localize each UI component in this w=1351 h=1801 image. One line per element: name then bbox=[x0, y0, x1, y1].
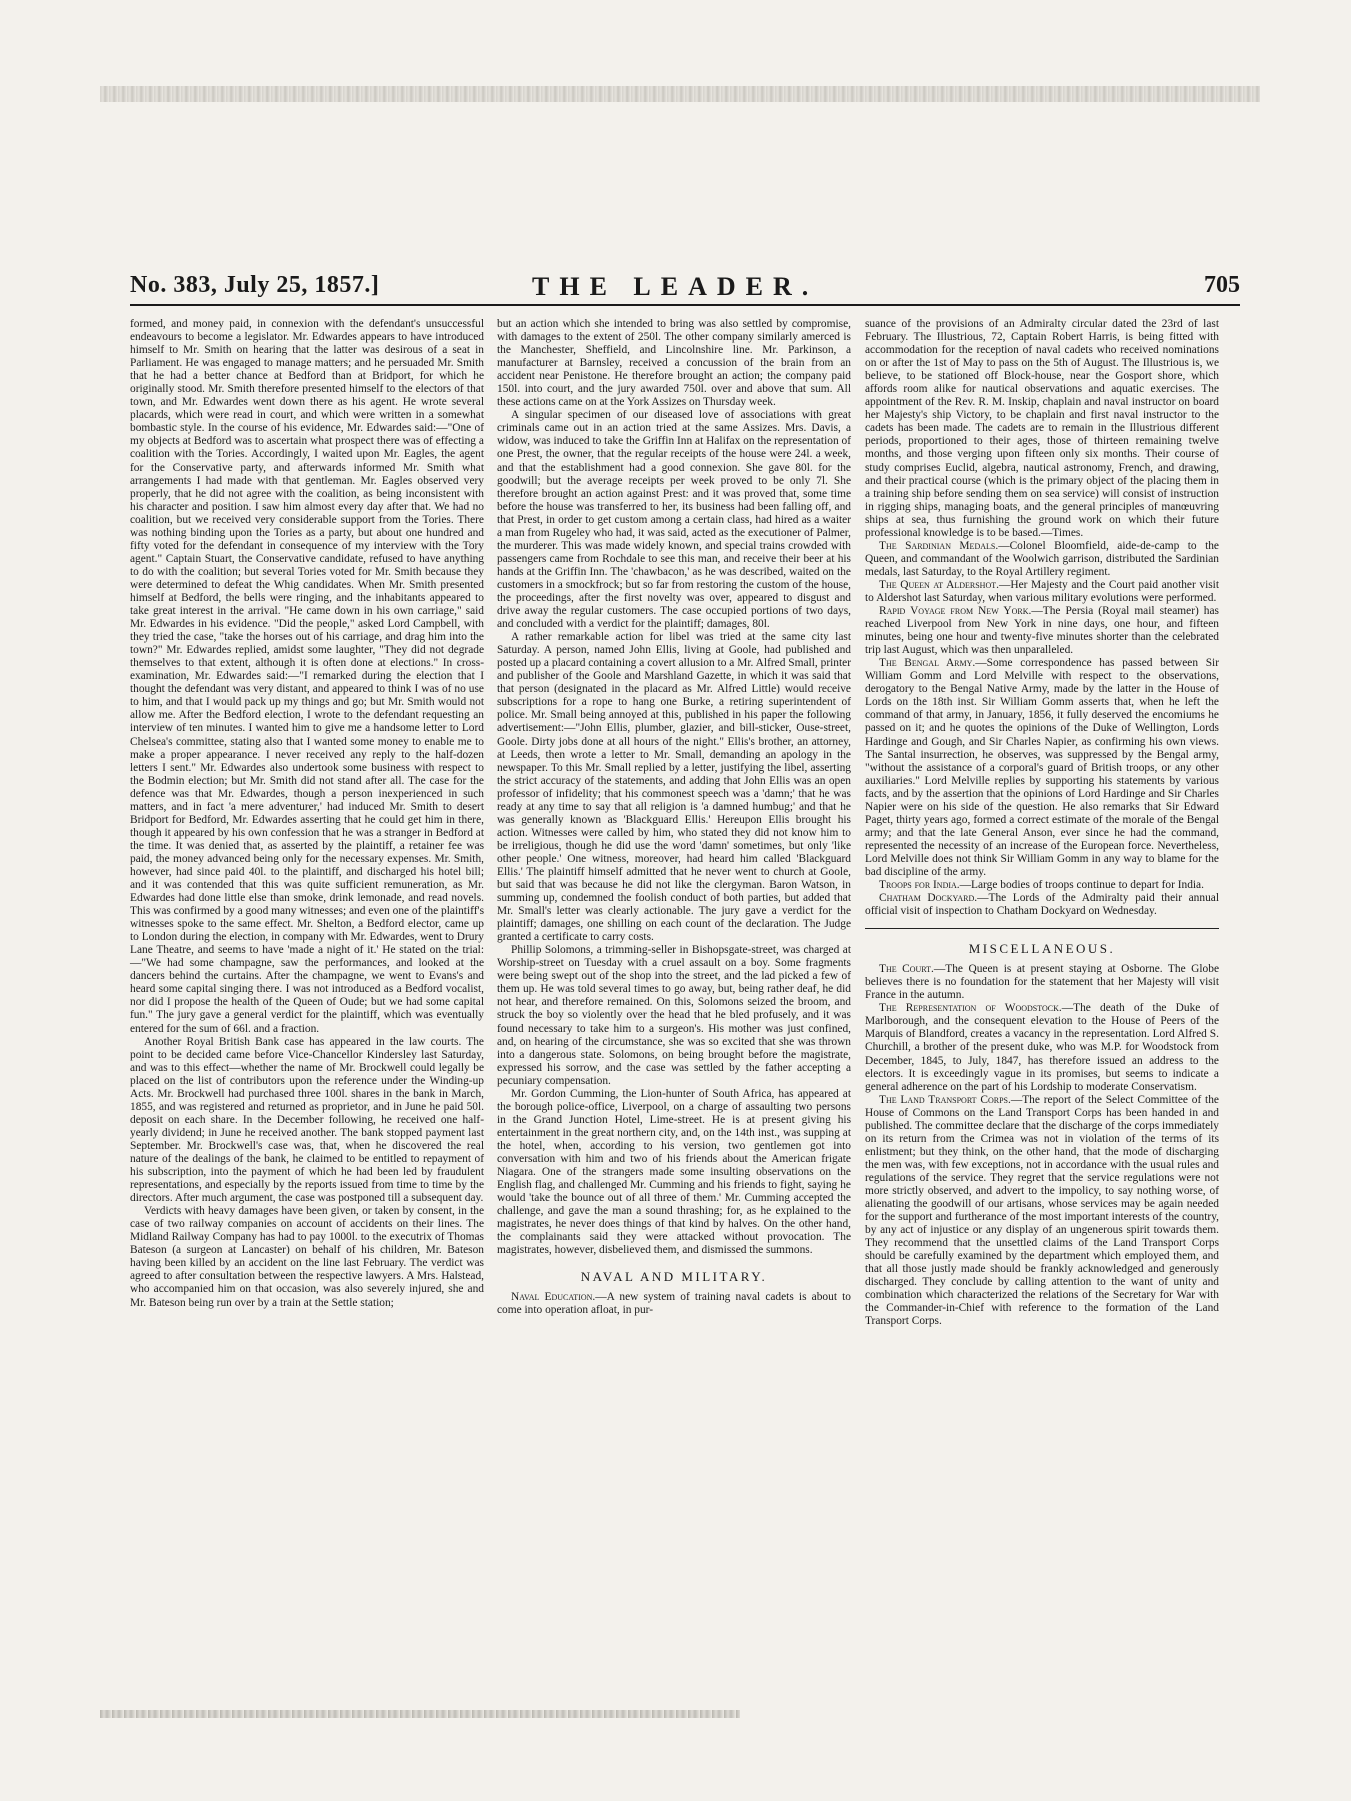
item-text: —Large bodies of troops continue to depart for India. bbox=[959, 879, 1204, 892]
item-text: —Her Majesty and the Court paid another visit to Aldershot last Saturday, when various military evolutions were performed. bbox=[865, 578, 1220, 604]
paragraph: Another Royal British Bank case has appeared in the law courts. The point to be decided came before Vice-Chancellor Kindersley last Saturday, and was to this effect—whether the name of Mr. Brockwell could legally be placed on the list of contributors upon the reference under the Winding-up Acts. Mr. Brockwell had purchased three 100l. shares in the bank in March, 1855, and was registered and returned as proprietor, and in June he paid 50l. deposit on each share. In the December following, he received one half-yearly dividend; in June he received another. The bank stopped payment last September. Mr. Brockwell's case was, that, when he discovered the real nature of the dealings of the bank, he claimed to be entitled to repayment of his subscription, into the payment of which he had been led by fraudulent representations, and especially by the reports issued from time to time by the directors. After much argument, the case was postponed till a subsequent day. bbox=[130, 1035, 484, 1205]
item-text: —The Queen is at present staying at Osborne. The Globe believes there is no foundation for the statement that her Majesty will visit France in the autumn. bbox=[865, 963, 1219, 1002]
page-number: 705 bbox=[1204, 272, 1240, 298]
item-title: The Representation of Woodstock. bbox=[879, 1002, 1062, 1015]
section-divider bbox=[865, 928, 1219, 929]
column-2 bbox=[497, 318, 851, 1318]
item-title: The Land Transport Corps. bbox=[879, 1093, 1011, 1106]
item-title: Naval Education. bbox=[511, 1291, 596, 1304]
paragraph: formed, and money paid, in connexion with the defendant's unsuccessful endeavours to become a legislator. Mr. Edwardes appears to have introduced himself to Mr. Smith on hearing that the latter was desirous of a seat in Parliament. He was engaged to manage matters; and he persuaded Mr. Smith that he had a better chance at Bedford than at Bridport, for which he originally stood. Mr. Smith therefore presented himself to the electors of that town, and Mr. Edwardes went down there as his agent. He wrote several placards, which were read in court, and which were written in a somewhat bombastic style. In the course of his evidence, Mr. Edwardes said:—"One of my objects at Bedford was to ascertain what prospect there was of effecting a coalition with the Tories. Accordingly, I waited upon Mr. Eagles, the agent for the Conservative party, and afterwards informed Mr. Smith what arrangements I had made with that gentleman. Mr. Eagles observed very properly, that he did not agree with the coalition, as being inconsistent with his character and position. I saw him almost every day after that. We had no coalition, but we received very considerable support from the Tories. There was nothing binding upon the Tories as a party, but about one hundred and fifty voted for the defendant in consequence of my interview with the Tory agent." Captain Stuart, the Conservative candidate, refused to have anything to do with the coalition; but several Tories voted for Mr. Smith because they were determined to defeat the Whig candidates. When Mr. Smith presented himself at Bedford, the bells were ringing, and the inhabitants appeared to take great interest in the arrival. "He came down in his own carriage," said Mr. Edwardes in his evidence. "Did the people," asked Lord Campbell, with they tried the case, "take the horses out of his carriage, and drag him into the town?" Mr. Edwardes replied, amidst some laughter, "They did not degrade themselves to that extent, although it is often done at elections." In cross-examination, Mr. Edwardes said:—"I remarked during the election that I thought the defendant was very distant, and appeared to think I was of no use to him, and that I would pack up my things and go; but Mr. Smith would not allow me. After the Bedford election, I wrote to the defendant requesting an interview of ten minutes. I wanted him to give me a handsome letter to Lord Chelsea's committee, stating also that I wanted some money to enable me to make a proper appearance. I never received any reply to the half-dozen letters I sent." Mr. Edwardes also undertook some business with respect to the Bodmin election; but Mr. Smith did not stand after all. The case for the defence was that Mr. Edwardes, though a person inexperienced in such matters, and in fact 'a mere adventurer,' had induced Mr. Smith to desert Bridport for Bedford, Mr. Edwardes asserting that he could get him in there, though it appeared by his own confession that he was a stranger in Bedford at the time. It was denied that, as asserted by the plaintiff, a retainer fee was paid, the money advanced being only for the necessary expenses. Mr. Smith, however, had since paid 40l. to the plaintiff, and discharged his hotel bill; and it was contended that this was quite sufficient remuneration, as Mr. Edwardes had done little else than smoke, drink lemonade, and read novels. This was confirmed by a good many witnesses; and even one of the plaintiff's witnesses spoke to the same effect. Mr. Shelton, a Bedford elector, came up to London during the election, in company with Mr. Edwardes, went to Drury Lane Theatre, and seems to have 'made a night of it.' He stated on the trial:—"We had some champagne, saw the performances, and looked at the dancers behind the curtains. After the champagne, we went to Evans's and heard some capital singing there. I was not introduced as a Bedford vocalist, nor did I propose the health of the Queen of Oude; but we had some capital fun." The jury gave a general verdict for the plaintiff, which was eventually entered for the sum of 66l. and a fraction. bbox=[130, 318, 484, 1035]
paragraph bbox=[497, 1291, 851, 1317]
item-text: —The Persia (Royal mail steamer) has reached Liverpool from New York in nine days, one hour, and fifteen minutes, being one hour and twenty-five minutes shorter than the celebrated trip last August, which was then unparalleled. bbox=[865, 605, 1219, 657]
paragraph bbox=[865, 579, 1219, 605]
item-text: —Colonel Bloomfield, aide-de-camp to the Queen, and commandant of the Woolwich garrison, distributed the Sardinian medals, last Saturday, to the Royal Artillery regiment. bbox=[865, 539, 1219, 578]
paragraph: suance of the provisions of an Admiralty circular dated the 23rd of last February. The Illustrious, 72, Captain Robert Harris, is being fitted with accommodation for the reception of naval cadets who received nominations on or after the 1st of May to pass on the 5th of August. The Illustrious is, we believe, to be stationed off Block-house, near the Gosport shore, which affords room alike for nautical observations and aquatic exercises. The appointment of the Rev. R. M. Inskip, chaplain and naval instructor on board her Majesty's ship Victory, to be chaplain and first naval instructor to the cadets has been made. The cadets are to remain in the Illustrious different periods, proportioned to their ages, those of thirteen remaining twelve months, and those verging upon fifteen only six months. Their course of study comprises Euclid, algebra, nautical astronomy, French, and drawing, and their practical course (which is the primary object of the placing them in a training ship before sending them on sea service) will consist of instruction in rigging ships, managing boats, and the general principles of manœuvring ships at sea, thus furnishing the ground work on which their future professional knowledge is to be based.—Times. bbox=[865, 318, 1219, 539]
item-title: Chatham Dockyard. bbox=[879, 892, 978, 905]
item-title: Troops for India. bbox=[879, 879, 960, 892]
column-3 bbox=[865, 318, 1219, 1329]
paragraph: A rather remarkable action for libel was tried at the same city last Saturday. A person, named John Ellis, living at Goole, had published and posted up a placard containing a covert allusion to a Mr. Alfred Small, printer and publisher of the Goole and Marshland Gazette, in which it was said that that person (designated in the placard as Mr. Alfred Little) would receive subscriptions for a rope to hang one Burke, a retiring superintendent of police. Mr. Small being annoyed at this, published in his paper the following advertisement:—"John Ellis, plumber, glazier, and bill-sticker, Ouse-street, Goole. Dirty jobs done at all hours of the night." Ellis's brother, an attorney, at Leeds, then wrote a letter to Mr. Small, demanding an apology in the newspaper. To this Mr. Small replied by a letter, justifying the libel, asserting the strict accuracy of the statements, and adding that John Ellis was an open professor of infidelity; that his commonest speech was a 'damn;' that he was ready at any time to say that all religion is 'a damned humbug;' and that he was generally known as 'Blackguard Ellis.' Hereupon Ellis brought his action. Witnesses were called by him, who stated they did not know him to be irreligious, though he did use the word 'damn' sometimes, but only 'like other people.' One witness, moreover, had heard him called 'Blackguard Ellis.' The plaintiff himself admitted that he never went to church at Goole, but said that was because he did not like the clergyman. Baron Watson, in summing up, condemned the foolish conduct of both parties, but added that Mr. Small's letter was clearly actionable. The jury gave a verdict for the plaintiff; damages, one shilling on each count of the declaration. The Judge granted a certificate to carry costs. bbox=[497, 631, 851, 944]
item-text: —The death of the Duke of Marlborough, and the consequent elevation to the House of Peers of the Marquis of Blandford, creates a vacancy in the representation. Lord Alfred S. Churchill, a brother of the present duke, who was M.P. for Woodstock from December, 1845, to July, 1847, has therefore issued an address to the electors. It is exceedingly vague in its promises, but seems to indicate a general adherence on the part of his Lordship to moderate Conservatism. bbox=[865, 1002, 1219, 1093]
paragraph bbox=[865, 1002, 1219, 1093]
item-text: —The report of the Select Committee of the House of Commons on the Land Transport Corps has been handed in and published. The committee declare that the discharge of the corps immediately on its return from the Crimea was not in violation of the terms of its enlistment; but they think, on the other hand, that the mode of discharging the men was, with few exceptions, not in accordance with the usual rules and regulations of the service. They regret that the service regulations were not more strictly observed, and advert to the impolicy, to say nothing worse, of alienating the goodwill of our artisans, whose services may be again needed for the support and furtherance of the most important interests of the country, by any act of injustice or any display of an ungenerous spirit towards them. They recommend that the unsettled claims of the Land Transport Corps should be carefully examined by the department which employed them, and that all those justly made should be frankly acknowledged and generously discharged. They conclude by calling attention to the want of unity and combination which characterized the relations of the Secretary for War with the Commander-in-Chief with reference to the formation of the Land Transport Corps. bbox=[865, 1093, 1219, 1328]
paragraph bbox=[865, 1094, 1219, 1329]
column-1 bbox=[130, 318, 484, 1310]
masthead bbox=[130, 272, 1240, 302]
item-title: The Court. bbox=[879, 963, 934, 976]
item-title: Rapid Voyage from New York. bbox=[879, 605, 1032, 618]
item-text: —The Lords of the Admiralty paid their annual official visit of inspection to Chatham Dockyard on Wednesday. bbox=[865, 892, 1219, 918]
paragraph: A singular specimen of our diseased love of associations with great criminals came out in an action tried at the same Assizes. Mrs. Davis, a widow, was induced to take the Griffin Inn at Halifax on the representation of one Prest, the owner, that the regular receipts of the house were 24l. a week, and that the establishment had a good connexion. She gave 80l. for the goodwill; but the average receipts per week proved to be only 7l. She therefore brought an action against Prest: and it was proved that, some time before the house was transferred to her, its business had been falling off, and that Prest, in order to get custom among a certain class, had hired as a waiter a man from Rugeley who had, it was said, acted as the executioner of Palmer, the murderer. This was made widely known, and special trains crowded with passengers came from Rochdale to see this man, and receive their beer at his hands at the Griffin Inn. The 'chawbacon,' as he was described, waited on the customers in a smockfrock; but so far from restoring the custom of the house, the proceedings, after the first novelty was over, appeared to disgust and drive away the regular customers. The case occupied portions of two days, and concluded with a verdict for the plaintiff; damages, 80l. bbox=[497, 409, 851, 631]
paragraph bbox=[865, 879, 1219, 892]
item-text: —A new system of training naval cadets is about to come into operation afloat, in pur- bbox=[497, 1291, 851, 1317]
newspaper-title: THE LEADER. bbox=[532, 272, 819, 301]
item-title: The Bengal Army. bbox=[879, 657, 976, 670]
paragraph bbox=[865, 963, 1219, 1002]
item-title: The Queen at Aldershot. bbox=[879, 578, 999, 591]
paragraph: Mr. Gordon Cumming, the Lion-hunter of South Africa, has appeared at the borough police-office, Liverpool, on a charge of assaulting two persons in the Grand Junction Hotel, Lime-street. He is at present giving his entertainment in the great northern city, and, on the 14th inst., was supping at the hotel, when, according to his version, two gentlemen got into conversation with him and two of his friends about the American frigate Niagara. One of the strangers made some insulting observations on the English flag, and challenged Mr. Cumming and his friends to fight, saying he would 'take the bounce out of all three of them.' Mr. Cumming accepted the challenge, and gave the man a sound thrashing; for, as he explained to the magistrates, he never does things of that kind by halves. On the other hand, the complainants said they were attacked without provocation. The magistrates, however, disbelieved them, and dismissed the summons. bbox=[497, 1087, 851, 1257]
paragraph bbox=[865, 540, 1219, 579]
paragraph bbox=[865, 605, 1219, 657]
section-heading-naval: NAVAL AND MILITARY. bbox=[580, 1269, 768, 1285]
masthead-rule bbox=[130, 304, 1240, 306]
paragraph bbox=[865, 892, 1219, 918]
paragraph bbox=[865, 657, 1219, 879]
paragraph: but an action which she intended to bring was also settled by compromise, with damages to the extent of 250l. The other company similarly amerced is the Manchester, Sheffield, and Lincolnshire line. Mr. Parkinson, a manufacturer at Barnsley, received a concussion of the brain from an accident near Penistone. He therefore brought an action; the company paid 150l. into court, and the jury awarded 750l. over and above that sum. All these actions came on at the York Assizes on Thursday week. bbox=[497, 318, 851, 409]
scan-edge-top bbox=[100, 86, 1260, 102]
paragraph: Phillip Solomons, a trimming-seller in Bishopsgate-street, was charged at Worship-street on Tuesday with a cruel assault on a boy. Some fragments were being swept out of the shop into the street, and the lad picked a few of them up. He was told several times to go away, but, being rather deaf, he did not hear, and therefore remained. On this, Solomons seized the broom, and struck the boy so violently over the head that he bled profusely, and it was found necessary to take him to a surgeon's. His mother was just confined, and, on hearing of the circumstance, she was so excited that she was thrown into a dangerous state. Solomons, on being brought before the magistrate, expressed his sorrow, and the case was settled by the father accepting a pecuniary compensation. bbox=[497, 944, 851, 1087]
item-text: —Some correspondence has passed between Sir William Gomm and Lord Melville with respect to the observations, derogatory to the Bengal Native Army, made by the latter in the House of Lords on the 18th inst. Sir William Gomm asserts that, when he left the command of that army, in January, 1856, it fully deserved the encomiums he passed on it; and he quotes the opinions of the Duke of Wellington, Lords Hardinge and Gough, and Sir Charles Napier, as confirming his own views. The Santal insurrection, he observes, was suppressed by the Bengal army, "without the assistance of a corporal's guard of British troops, or any other auxiliaries." Lord Melville replies by supporting his statements by various facts, and by the assertion that the opinions of Lord Hardinge and Sir Charles Napier were on his side of the question. He also remarks that Sir Edward Paget, thirty years ago, formed a correct estimate of the morale of the Bengal army; and that the late General Anson, ever since he had the command, represented the necessity of an increase of the European force. Nevertheless, Lord Melville does not think Sir William Gomm in any way to blame for the bad discipline of the army. bbox=[865, 657, 1219, 878]
issue-date: No. 383, July 25, 1857.] bbox=[130, 272, 380, 298]
scan-edge-bottom bbox=[100, 1710, 740, 1718]
paragraph: Verdicts with heavy damages have been given, or taken by consent, in the case of two railway companies on account of accidents on their lines. The Midland Railway Company has had to pay 1000l. to the executrix of Thomas Bateson (a surgeon at Lancaster) on behalf of his children, Mr. Bateson having been killed by an accident on the line last February. The verdict was agreed to after consultation between the respective lawyers. A Mrs. Halstead, who accompanied him on that occasion, was also severely injured, she and Mr. Bateson being run over by a train at the Settle station; bbox=[130, 1205, 484, 1309]
section-heading-misc: MISCELLANEOUS. bbox=[968, 941, 1116, 957]
item-title: The Sardinian Medals. bbox=[879, 539, 999, 552]
